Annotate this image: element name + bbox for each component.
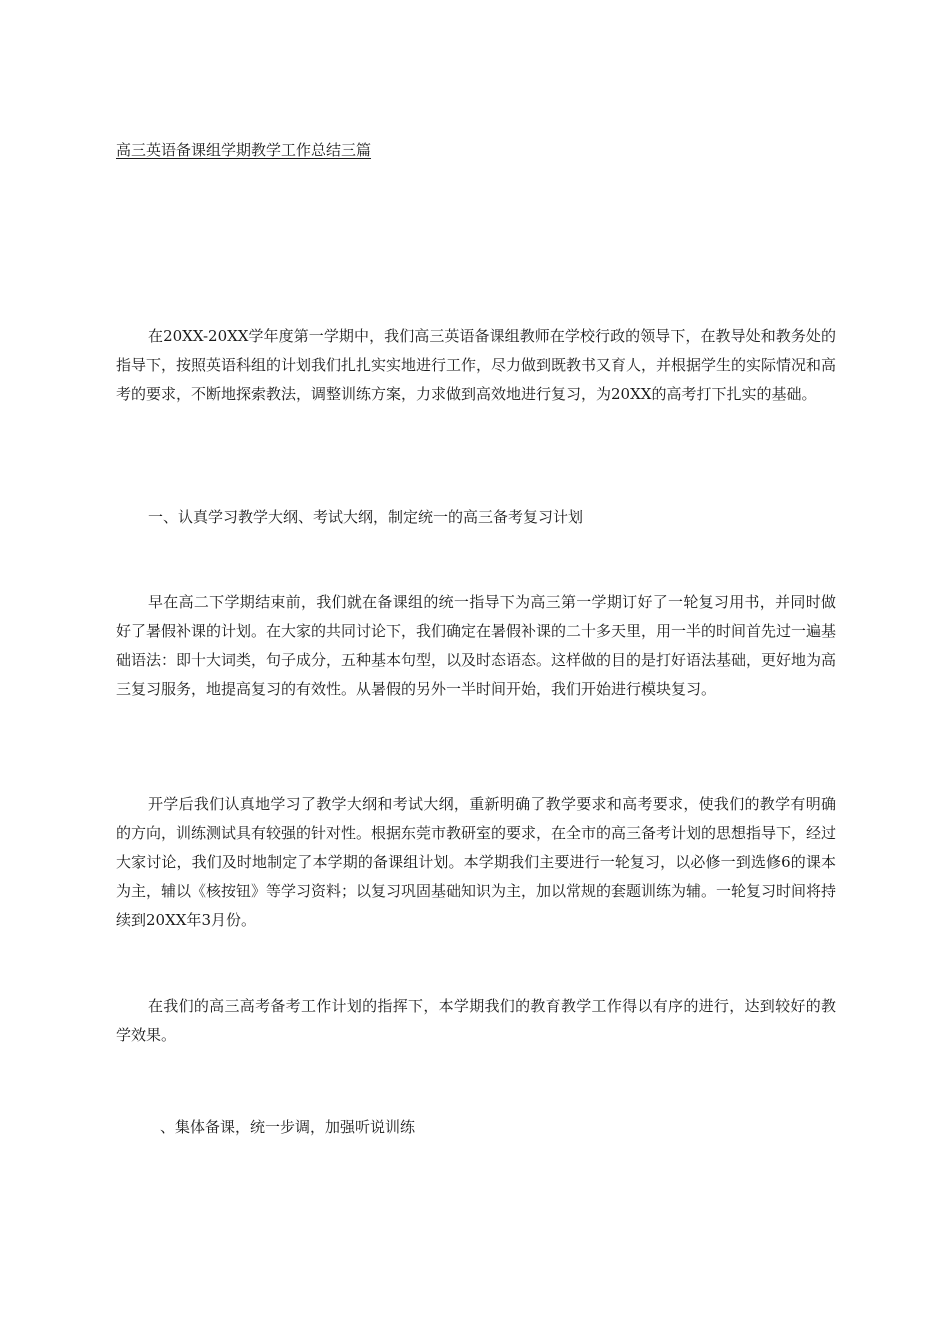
document-title: 高三英语备课组学期教学工作总结三篇 bbox=[116, 141, 372, 159]
paragraph-summer-review: 早在高二下学期结束前，我们就在备课组的统一指导下为高三第一学期订好了一轮复习用书，并同时做好了暑假补课的计划。在大家的共同讨论下，我们确定在暑假补课的二十多天里，用一半的时间首先过一遍基础语法：即十大词类，句子成分，五种基本句型，以及时态语态。这样做的目的是打好语法基础，更好地为高三复习服务，地提高复习的有效性。从暑假的另外一半时间开始，我们开始进行模块复习。 bbox=[116, 593, 837, 698]
paragraph-results: 在我们的高三高考备考工作计划的指挥下，本学期我们的教育教学工作得以有序的进行，达到较好的教学效果。 bbox=[116, 997, 836, 1044]
paragraph-intro: 在20XX-20XX学年度第一学期中，我们高三英语备课组教师在学校行政的领导下，在教导处和教务处的指导下，按照英语科组的计划我们扎扎实实地进行工作，尽力做到既教书又育人，并根据学生的实际情况和高考的要求，不断地探索教法，调整训练方案，力求做到高效地进行复习，为20XX的高考打下扎实的基础。 bbox=[116, 327, 837, 403]
section-heading-1: 一、认真学习教学大纲、考试大纲，制定统一的高三备考复习计划 bbox=[148, 508, 584, 526]
paragraph-semester-plan: 开学后我们认真地学习了教学大纲和考试大纲，重新明确了教学要求和高考要求，使我们的教学有明确的方向，训练测试具有较强的针对性。根据东莞市教研室的要求，在全市的高三备考计划的思想指导下，经过大家讨论，我们及时地制定了本学期的备课组计划。本学期我们主要进行一轮复习，以必修一到选修6的课本为主，辅以《核按钮》等学习资料；以复习巩固基础知识为主，加以常规的套题训练为辅。一轮复习时间将持续到20XX年3月份。 bbox=[116, 795, 837, 929]
section-heading-2: 、集体备课，统一步调，加强听说训练 bbox=[160, 1118, 416, 1136]
